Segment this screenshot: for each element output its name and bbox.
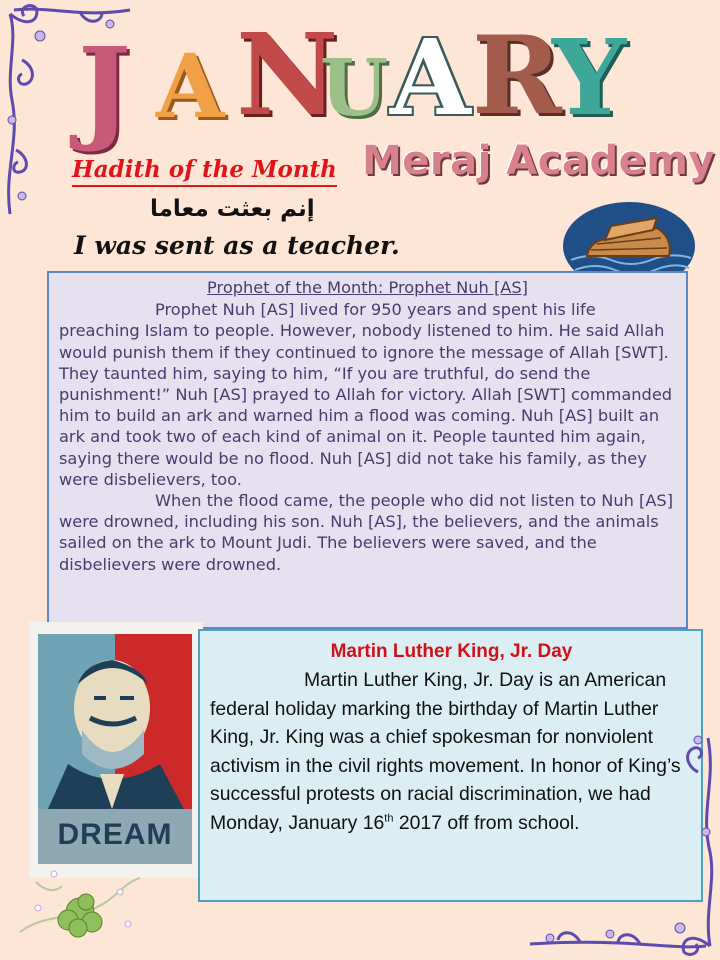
title-letter-a2: A: [390, 16, 471, 139]
bottom-right-scroll-ornament: [520, 732, 720, 960]
mlk-poster-image: [38, 634, 192, 864]
title-letter-j: J: [78, 24, 131, 155]
title-letter-y: Y: [552, 16, 627, 139]
poster-dream-text: DREAM: [57, 818, 173, 851]
hadith-title: Hadith of the Month: [72, 156, 337, 187]
hadith-arabic: إنم بعثت معاما: [150, 196, 315, 222]
hadith-translation: I was sent as a teacher.: [74, 231, 400, 260]
flower-ornament: [16, 852, 146, 952]
title-letter-r: R: [472, 13, 562, 139]
mlk-body-text: Martin Luther King, Jr. Day is an American federal holiday marking the birthday of Martin Luther King, Jr. King was a chief spokesman for nonviolent activism in the civil rights movement. In honor of King’s successful protests on racial discrimination, we had Monday, January 16: [210, 669, 681, 834]
prophet-heading: Prophet of the Month: Prophet Nuh [AS]: [207, 278, 528, 297]
prophet-paragraph-2: When the flood came, the people who did not listen to Nuh [AS] were drowned, including his son. Nuh [AS], the believers, and the animals sailed on the ark to Mount Judi. The believers were saved, and the disbelievers were drowned.: [59, 491, 674, 574]
title-letter-n: N: [236, 10, 339, 141]
prophet-paragraph-1: Prophet Nuh [AS] lived for 950 years and spent his life preaching Islam to people. However, nobody listened to him. He said Allah would punish them if they continued to ignore the message of Allah [SWT]. They taunted him, saying to him, “If you are truthful, do send the punishment!” Nuh [AS] prayed to Allah for victory. Allah [SWT] commanded him to build an ark and warned him a flood was coming. Nuh [AS] built an ark and took two of each kind of animal on it. People taunted him again, saying there would be no flood. Nuh [AS] did not take his family, as they were disbelievers, too.: [59, 300, 673, 489]
academy-name: Meraj Academy: [362, 138, 715, 184]
mlk-heading: Martin Luther King, Jr. Day: [330, 641, 573, 662]
title-letter-u: U: [320, 43, 389, 134]
month-title: [70, 10, 630, 155]
prophet-of-month-box: [47, 271, 688, 629]
mlk-ordinal-suffix: th: [384, 812, 394, 825]
mlk-body-text-end: 2017 off from school.: [393, 811, 580, 834]
title-letter-a: A: [156, 34, 225, 138]
